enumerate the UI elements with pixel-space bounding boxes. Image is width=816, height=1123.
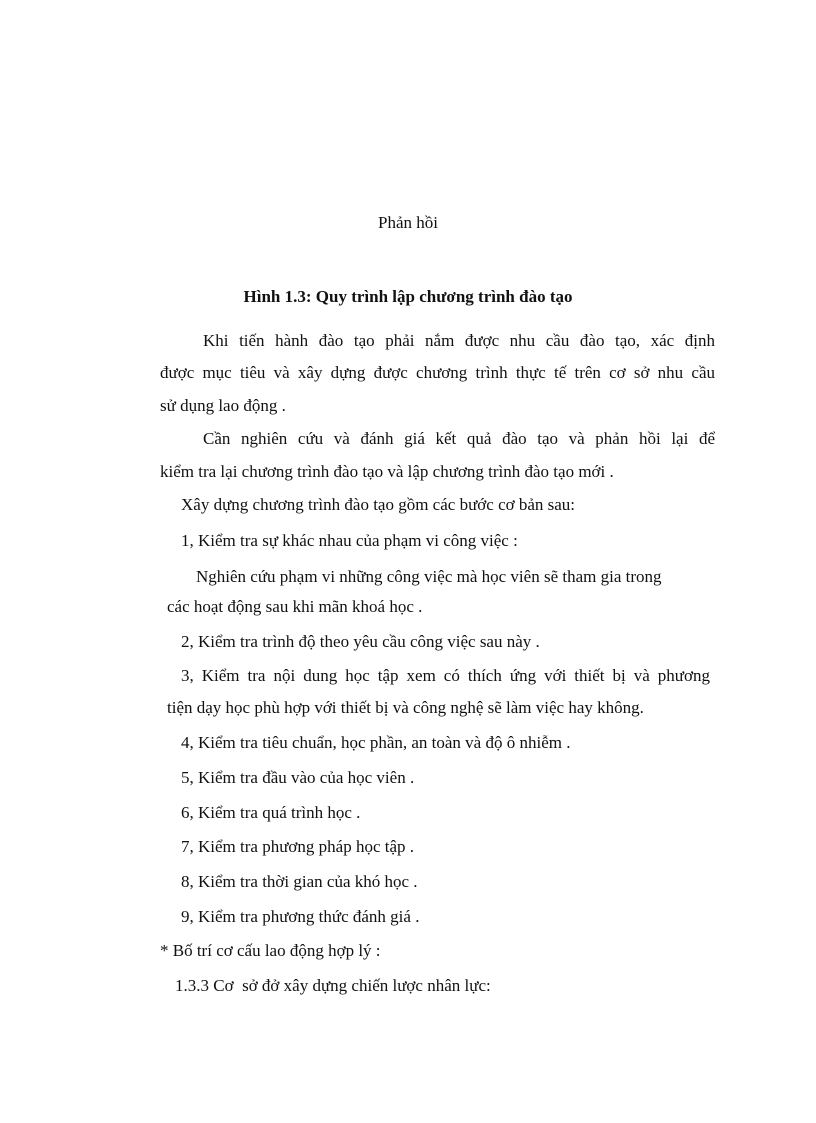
paragraph-3: Xây dựng chương trình đào tạo gồm các bước cơ bản sau:: [181, 495, 576, 514]
figure-caption: Hình 1.3: Quy trình lập chương trình đào tạo: [243, 287, 573, 306]
step-1: 1, Kiểm tra sự khác nhau của phạm vi công việc :: [181, 531, 518, 550]
step-5: 5, Kiểm tra đầu vào của học viên .: [181, 768, 415, 787]
step-1-detail-line-2: các hoạt động sau khi mãn khoá học .: [167, 597, 423, 616]
feedback-label: Phản hồi: [378, 213, 438, 232]
paragraph-2-line-1: Cần nghiên cứu và đánh giá kết quả đào tạo và phản hồi lại để: [203, 429, 715, 448]
bullet-line: * Bố trí cơ cấu lao động hợp lý :: [160, 941, 381, 960]
step-7: 7, Kiểm tra phương pháp học tập .: [181, 837, 415, 856]
step-4: 4, Kiểm tra tiêu chuẩn, học phần, an toàn và độ ô nhiễm .: [181, 733, 571, 752]
paragraph-1-line-2: được mục tiêu và xây dựng được chương trình thực tế trên cơ sở nhu cầu: [160, 363, 715, 382]
paragraph-1-line-3: sử dụng lao động .: [160, 396, 286, 415]
step-3-line-1: 3, Kiểm tra nội dung học tập xem có thích ứng với thiết bị và phương: [181, 666, 710, 685]
step-6: 6, Kiểm tra quá trình học .: [181, 803, 361, 822]
section-heading: 1.3.3 Cơ sở đở xây dựng chiến lược nhân lực:: [175, 976, 491, 995]
step-2: 2, Kiểm tra trình độ theo yêu cầu công việc sau này .: [181, 632, 540, 651]
step-1-detail-line-1: Nghiên cứu phạm vi những công việc mà học viên sẽ tham gia trong: [196, 567, 662, 586]
paragraph-1-line-1: Khi tiến hành đào tạo phải nắm được nhu cầu đào tạo, xác định: [203, 331, 715, 350]
paragraph-2-line-2: kiểm tra lại chương trình đào tạo và lập chương trình đào tạo mới .: [160, 462, 614, 481]
step-3-line-2: tiện dạy học phù hợp với thiết bị và công nghệ sẽ làm việc hay không.: [167, 698, 644, 717]
step-8: 8, Kiểm tra thời gian của khó học .: [181, 872, 418, 891]
step-9: 9, Kiểm tra phương thức đánh giá .: [181, 907, 420, 926]
